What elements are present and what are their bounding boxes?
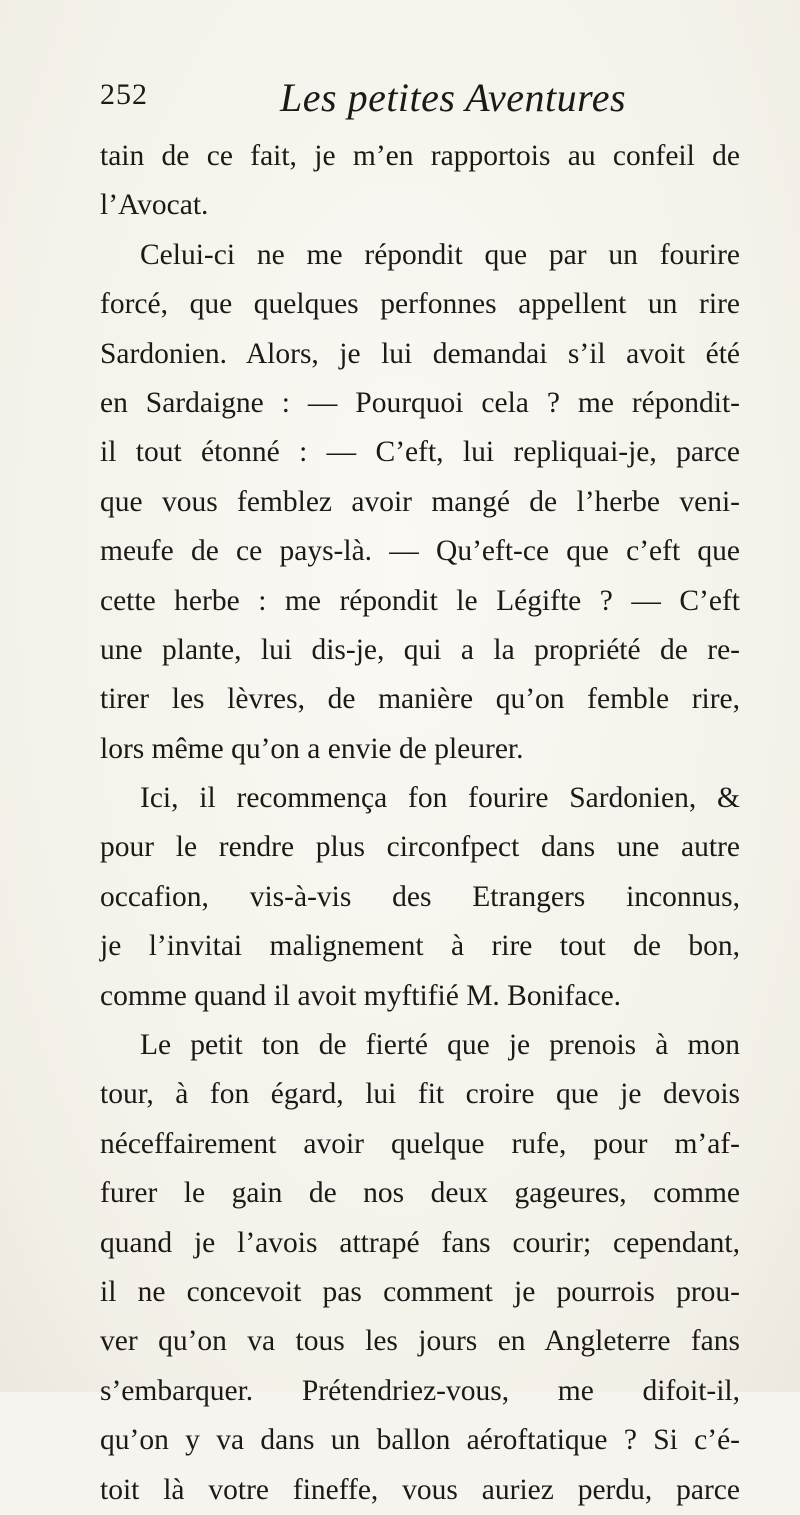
text-line: ver qu’on va tous les jours en Angleterre fans: [100, 1325, 740, 1358]
text-line: tain de ce fait, je m’en rapportois au confeil de: [100, 140, 740, 172]
text-line: que vous femblez avoir mangé de l’herbe veni-: [100, 485, 740, 518]
text-line: cette herbe : me répondit le Légifte ? — C’eft: [100, 584, 740, 617]
text-line: toit là votre fineffe, vous auriez perdu, parce: [100, 1473, 740, 1506]
text-line: Ici, il recommença fon fourire Sardonien, &: [140, 782, 740, 815]
page-header: [100, 75, 740, 128]
text-line: je l’invitai malignement à rire tout de bon,: [100, 930, 740, 963]
text-line: meufe de ce pays-là. — Qu’eft-ce que c’eft que: [100, 535, 740, 568]
text-line: il tout étonné : — C’eft, lui repliquai-je, parce: [100, 436, 740, 469]
text-line: une plante, lui dis-je, qui a la propriété de re-: [100, 633, 740, 666]
text-line: néceffairement avoir quelque rufe, pour m’af-: [100, 1127, 740, 1160]
text-line: quand je l’avois attrapé fans courir; cependant,: [100, 1226, 740, 1259]
text-line: s’embarquer. Prétendriez-vous, me difoit-il,: [100, 1374, 740, 1407]
text-line: tirer les lèvres, de manière qu’on femble rire,: [100, 683, 740, 716]
page-number: 252: [100, 78, 148, 111]
text-line: furer le gain de nos deux gageures, comme: [100, 1177, 740, 1210]
text-line: Celui-ci ne me répondit que par un fourire: [140, 238, 740, 271]
text-line: il ne concevoit pas comment je pourrois prou-: [100, 1275, 740, 1308]
text-line: en Sardaigne : — Pourquoi cela ? me répondit-: [100, 386, 740, 419]
text-line: Sardonien. Alors, je lui demandai s’il avoit été: [100, 337, 740, 370]
text-line: occafion, vis-à-vis des Etrangers inconnus,: [100, 880, 740, 913]
text-line: forcé, que quelques perfonnes appellent un rire: [100, 288, 740, 321]
text-line: comme quand il avoit myftifié M. Boniface.: [100, 979, 622, 1012]
text-line: tour, à fon égard, lui fit croire que je devois: [100, 1078, 740, 1111]
body-text: [100, 132, 740, 1515]
text-line: qu’on y va dans un ballon aéroftatique ? Si c’é-: [100, 1424, 740, 1457]
text-line: l’Avocat.: [100, 189, 209, 222]
text-line: Le petit ton de fierté que je prenois à mon: [140, 1029, 740, 1062]
text-line: lors même qu’on a envie de pleurer.: [100, 732, 524, 765]
text-line: pour le rendre plus circonfpect dans une autre: [100, 831, 740, 864]
running-title: Les petites Aventures: [280, 75, 627, 120]
